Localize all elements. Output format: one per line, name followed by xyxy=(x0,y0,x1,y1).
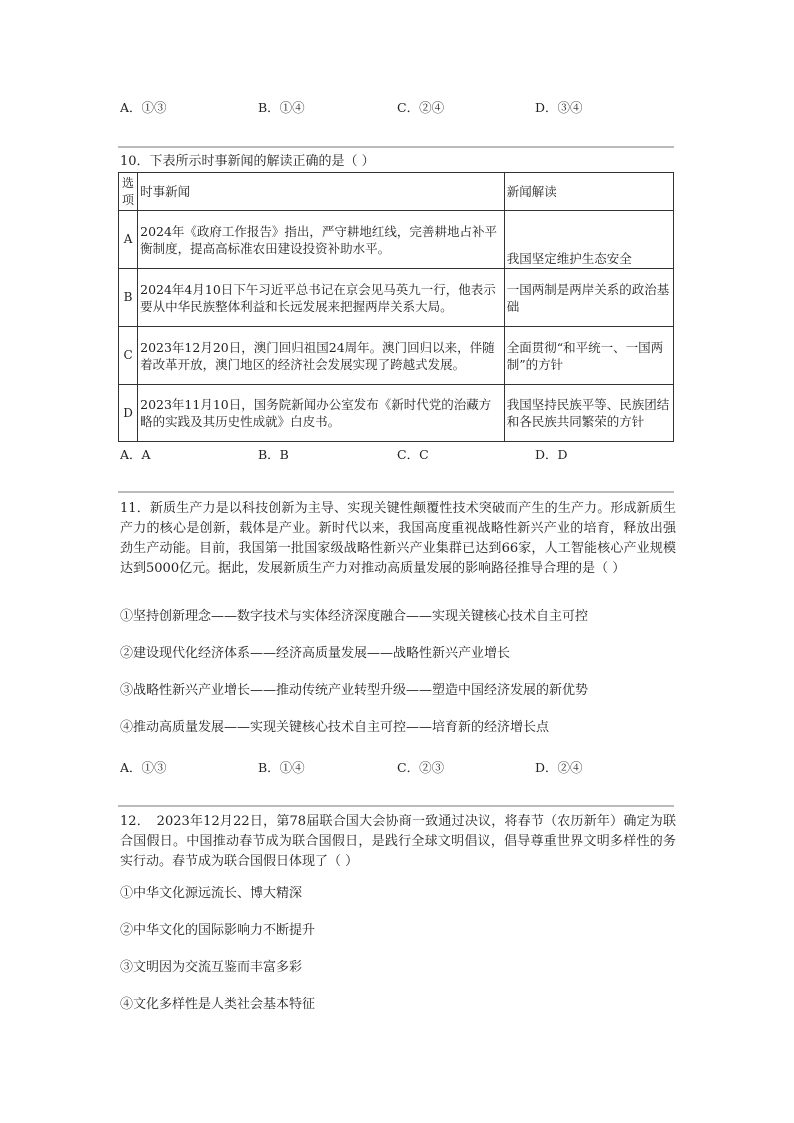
q11-option-c[interactable]: C．②③ xyxy=(397,760,445,775)
table-row xyxy=(119,327,674,385)
row-option: C xyxy=(119,327,138,385)
q9-options xyxy=(120,98,680,116)
q10-option-a[interactable]: A．A xyxy=(120,447,151,462)
divider xyxy=(118,805,674,807)
q12-item-2: ②中华文化的国际影响力不断提升 xyxy=(120,923,316,938)
row-interpretation: 一国两制是两岸关系的政治基础 xyxy=(504,269,673,327)
q12-item-4: ④文化多样性是人类社会基本特征 xyxy=(120,997,316,1012)
q11-item-3: ③战略性新兴产业增长——推动传统产业转型升级——塑造中国经济发展的新优势 xyxy=(120,683,589,698)
divider xyxy=(118,491,674,493)
q10-options xyxy=(120,445,680,463)
table-row xyxy=(119,385,674,442)
q12-item-1: ①中华文化源远流长、博大精深 xyxy=(120,886,303,901)
table-header-row xyxy=(119,173,674,211)
table-header-interpretation: 新闻解读 xyxy=(504,173,673,211)
table-header-option: 选项 xyxy=(119,173,138,211)
q9-option-a[interactable]: A．①③ xyxy=(120,100,167,115)
q11-stem: 11．新质生产力是以科技创新为主导、实现关键性颠覆性技术突破而产生的生产力。形成新质生产力的核心是创新，载体是产业。新时代以来，我国高度重视战略性新兴产业的培育，释放出强劲生产动能。目前，我国第一批国家级战略性新兴产业集群已达到66家，人工智能核心产业规模达到5000亿元。据此，发展新质生产力对推动高质量发展的影响路径推导合理的是（ ） xyxy=(120,501,676,576)
q10-option-d[interactable]: D．D xyxy=(535,447,568,462)
q12-item-3: ③文明因为交流互鉴而丰富多彩 xyxy=(120,960,303,975)
row-news: 2023年11月10日，国务院新闻办公室发布《新时代党的治藏方略的实践及其历史性成就》白皮书。 xyxy=(138,385,505,442)
row-news: 2023年12月20日，澳门回归祖国24周年。澳门回归以来，伴随着改革开放，澳门地区的经济社会发展实现了跨越式发展。 xyxy=(138,327,505,385)
row-news: 2024年《政府工作报告》指出，严守耕地红线，完善耕地占补平衡制度，提高高标准农田建设投资补助水平。 xyxy=(138,211,505,269)
table-row xyxy=(119,211,674,269)
row-interpretation: 全面贯彻“和平统一、一国两制”的方针 xyxy=(504,327,673,385)
row-option: D xyxy=(119,385,138,442)
q11-item-2: ②建设现代化经济体系——经济高质量发展——战略性新兴产业增长 xyxy=(120,646,511,661)
q11-option-d[interactable]: D．②④ xyxy=(535,760,583,775)
q11-option-a[interactable]: A．①③ xyxy=(120,760,167,775)
q9-option-d[interactable]: D．③④ xyxy=(535,100,583,115)
q10-option-c[interactable]: C．C xyxy=(397,447,429,462)
q10-stem: 10．下表所示时事新闻的解读正确的是（ ） xyxy=(120,154,375,169)
q12-stem: 12． 2023年12月22日，第78届联合国大会协商一致通过决议，将春节（农历新年）确定为联合国假日。中国推动春节成为联合国假日，是践行全球文明倡议，倡导尊重世界文明多样性的务实行动。春节成为联合国假日体现了（ ） xyxy=(120,814,676,869)
row-interpretation: 我国坚持民族平等、民族团结和各民族共同繁荣的方针 xyxy=(504,385,673,442)
q9-option-b[interactable]: B．①④ xyxy=(258,100,305,115)
row-option: B xyxy=(119,269,138,327)
row-option: A xyxy=(119,211,138,269)
q11-option-b[interactable]: B．①④ xyxy=(258,760,305,775)
q11-item-4: ④推动高质量发展——实现关键核心技术自主可控——培育新的经济增长点 xyxy=(120,720,550,735)
q9-option-c[interactable]: C．②④ xyxy=(397,100,445,115)
row-interpretation: 我国坚定维护生态安全 xyxy=(504,211,673,269)
q11-options xyxy=(120,758,680,776)
divider xyxy=(118,146,674,148)
q11-item-1: ①坚持创新理念——数字技术与实体经济深度融合——实现关键核心技术自主可控 xyxy=(120,609,589,624)
table-row xyxy=(119,269,674,327)
news-table xyxy=(118,172,674,442)
row-news: 2024年4月10日下午习近平总书记在京会见马英九一行，他表示要从中华民族整体利益和长远发展来把握两岸关系大局。 xyxy=(138,269,505,327)
table-header-news: 时事新闻 xyxy=(138,173,505,211)
q10-option-b[interactable]: B．B xyxy=(258,447,289,462)
